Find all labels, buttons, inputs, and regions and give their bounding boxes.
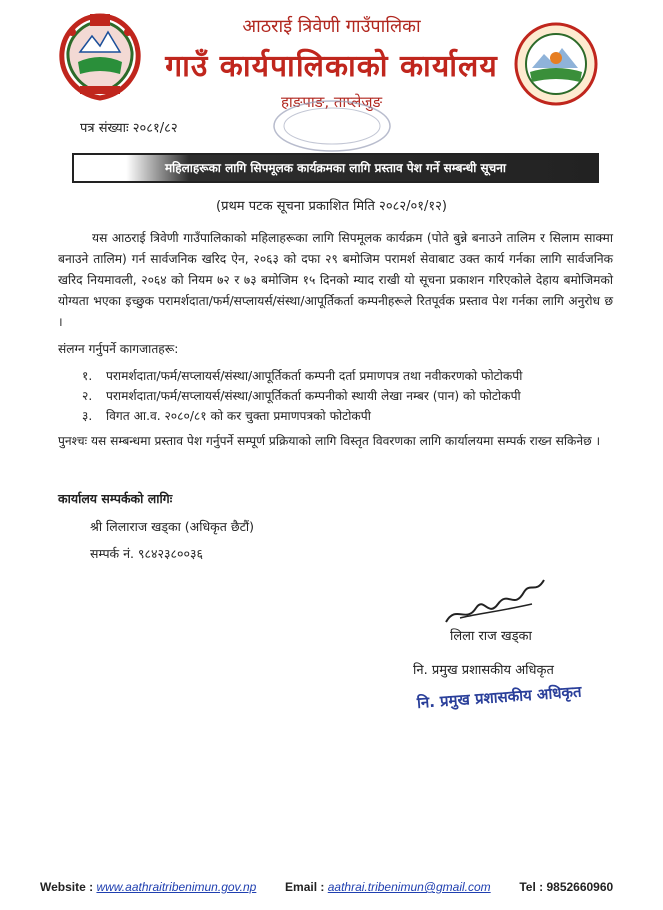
municipality-name: आठराई त्रिवेणी गाउँपालिका [242,16,421,37]
signatory-stamp: नि. प्रमुख प्रशासकीय अधिकृत [416,682,583,712]
office-name: गाउँ कार्यपालिकाको कार्यालय [165,49,498,84]
email-label: Email : [285,880,325,894]
email-link[interactable]: aathrai.tribenimun@gmail.com [327,880,491,894]
list-item [82,406,612,426]
contact-name: श्री लिलाराज खड्का (अधिकृत छैटौं) [90,519,255,534]
list-item [82,366,612,386]
tel-label: Tel : [519,880,544,894]
municipality-seal-logo [514,22,598,106]
list-item-number: १. [82,369,93,383]
list-item-number: ३. [82,409,93,423]
notice-title-bar [72,153,599,183]
contact-heading: कार्यालय सम्पर्कको लागिः [58,491,173,506]
letter-number: पत्र संख्याः २०८१/८२ [80,121,178,136]
footer [40,880,640,894]
contact-phone: सम्पर्क नं. ९८४२३८००३६ [90,546,203,561]
publication-date: (प्रथम पटक सूचना प्रकाशित मिति २०८२/०१/१२) [216,199,447,214]
enclosures-heading: संलग्न गर्नुपर्ने कागजातहरू: [58,342,179,356]
signature-scribble [436,574,556,634]
website-link[interactable]: www.aathraitribenimun.gov.np [96,880,257,894]
list-item-text: विगत आ.व. २०८०/८१ को कर चुक्ता प्रमाणपत्रको फोटोकपी [106,409,371,423]
office-stamp [268,98,396,154]
signatory-title: नि. प्रमुख प्रशासकीय अधिकृत [413,663,554,678]
list-item-text: परामर्शदाता/फर्म/सप्लायर्स/संस्था/आपूर्तिकर्ता कम्पनी दर्ता प्रमाणपत्र तथा नवीकरणको फोटोकपी [106,369,523,383]
tel-number: 9852660960 [546,880,614,894]
signatory-name: लिला राज खड्का [450,629,532,644]
enclosures-list [82,366,612,426]
body-paragraph: यस आठराई त्रिवेणी गाउँपालिकाको महिलाहरूका लागि सिपमूलक कार्यक्रम (पोते बुन्ने बनाउने तालिम र सिलाम साक्मा बनाउने तालिम) गर्न सार्वजनिक खरिद ऐन, २०६३ को दफा २९ बमोजिम परामर्श सेवाबाट उक्त कार्य गर्नका लागि सार्वजनिक खरिद नियमावली, २०६४ को नियम ७२ र ७३ बमोजिम १५ दिनको म्याद राखी यो सूचना प्रकाशन गरिएकोले देहाय बमोजिमको योग्यता भएका इच्छुक परामर्शदाता/फर्म/सप्लायर्स/संस्था/आपूर्तिकर्ता कम्पनीहरूले रितपूर्वक प्रस्ताव पेश गर्नका लागि अनुरोध छ । [58,231,613,329]
office-location: हाङपाङ, ताप्लेजुङ [280,93,383,111]
website-label: Website : [40,880,94,894]
notice-title: महिलाहरूका लागि सिपमूलक कार्यक्रमका लागि प्रस्ताव पेश गर्ने सम्बन्धी सूचना [165,161,506,175]
list-item-text: परामर्शदाता/फर्म/सप्लायर्स/संस्था/आपूर्तिकर्ता कम्पनीको स्थायी लेखा नम्बर (पान) को फोटोकपी [106,389,521,403]
list-item [82,386,612,406]
list-item-number: २. [82,389,93,403]
postscript: पुनश्चः यस सम्बन्धमा प्रस्ताव पेश गर्नुपर्ने सम्पूर्ण प्रक्रियाको लागि विस्तृत विवरणका लागि कार्यालयमा सम्पर्क राख्न सकिनेछ । [58,434,601,448]
